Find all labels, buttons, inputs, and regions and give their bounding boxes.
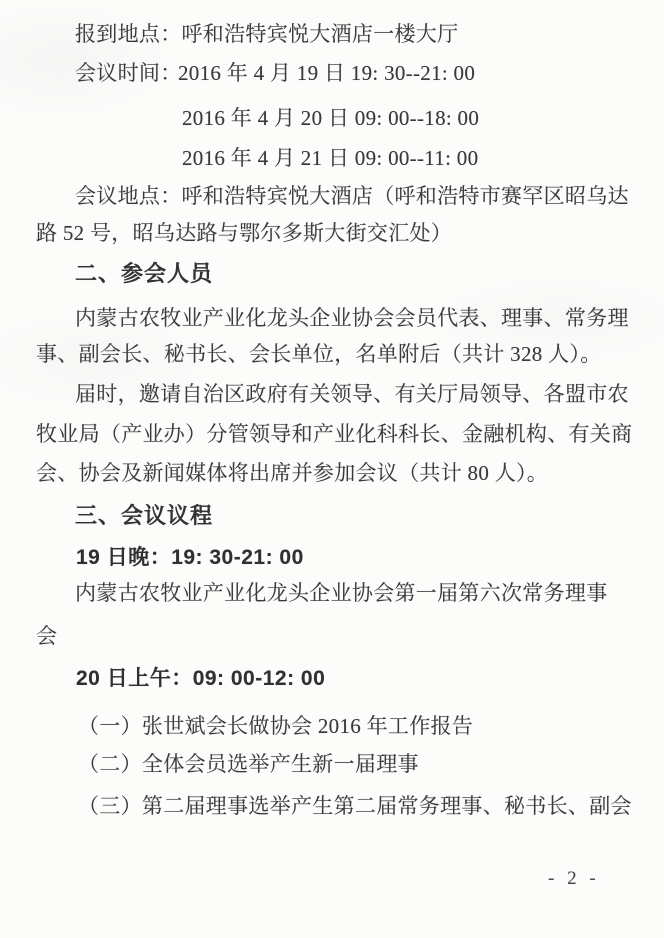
section-heading-participants: 二、参会人员 xyxy=(75,261,214,286)
meeting-location-line-1: 会议地点：呼和浩特宾悦大酒店（呼和浩特市赛罕区昭乌达 xyxy=(75,184,629,208)
agenda-day19-time-header: 19 日晚：19: 30-21: 00 xyxy=(76,546,304,569)
meeting-time-3: 2016 年 4 月 21 日 09: 00--11: 00 xyxy=(182,146,479,170)
agenda-item-3: （三）第二届理事选举产生第二届常务理事、秘书长、副会 xyxy=(78,794,632,818)
section-heading-agenda: 三、会议议程 xyxy=(75,503,214,528)
meeting-location-line-2: 路 52 号，昭乌达路与鄂尔多斯大街交汇处） xyxy=(36,221,453,245)
participants-paragraph2-line2: 牧业局（产业办）分管领导和产业化科科长、金融机构、有关商 xyxy=(36,422,633,446)
participants-paragraph1-line1: 内蒙古农牧业产业化龙头企业协会会员代表、理事、常务理 xyxy=(75,306,629,330)
page-number: - 2 - xyxy=(548,868,600,889)
meeting-time-2: 2016 年 4 月 20 日 09: 00--18: 00 xyxy=(182,106,480,130)
meeting-time-1: 2016 年 4 月 19 日 19: 30--21: 00 xyxy=(178,61,476,85)
participants-paragraph2-line1: 届时，邀请自治区政府有关领导、有关厅局领导、各盟市农 xyxy=(75,382,629,406)
registration-location-line: 报到地点：呼和浩特宾悦大酒店一楼大厅 xyxy=(75,22,459,46)
meeting-time-label: 会议时间： xyxy=(75,61,182,85)
participants-paragraph1-line2: 事、副会长、秘书长、会长单位，名单附后（共计 328 人）。 xyxy=(36,342,602,366)
agenda-day20-time-header: 20 日上午：09: 00-12: 00 xyxy=(76,667,326,690)
agenda-day19-line1: 内蒙古农牧业产业化龙头企业协会第一届第六次常务理事 xyxy=(75,581,608,605)
participants-paragraph2-line3: 会、协会及新闻媒体将出席并参加会议（共计 80 人）。 xyxy=(36,461,549,485)
agenda-item-1: （一）张世斌会长做协会 2016 年工作报告 xyxy=(78,714,474,738)
agenda-day19-line2: 会 xyxy=(36,624,58,648)
agenda-item-2: （二）全体会员选举产生新一届理事 xyxy=(78,752,419,776)
